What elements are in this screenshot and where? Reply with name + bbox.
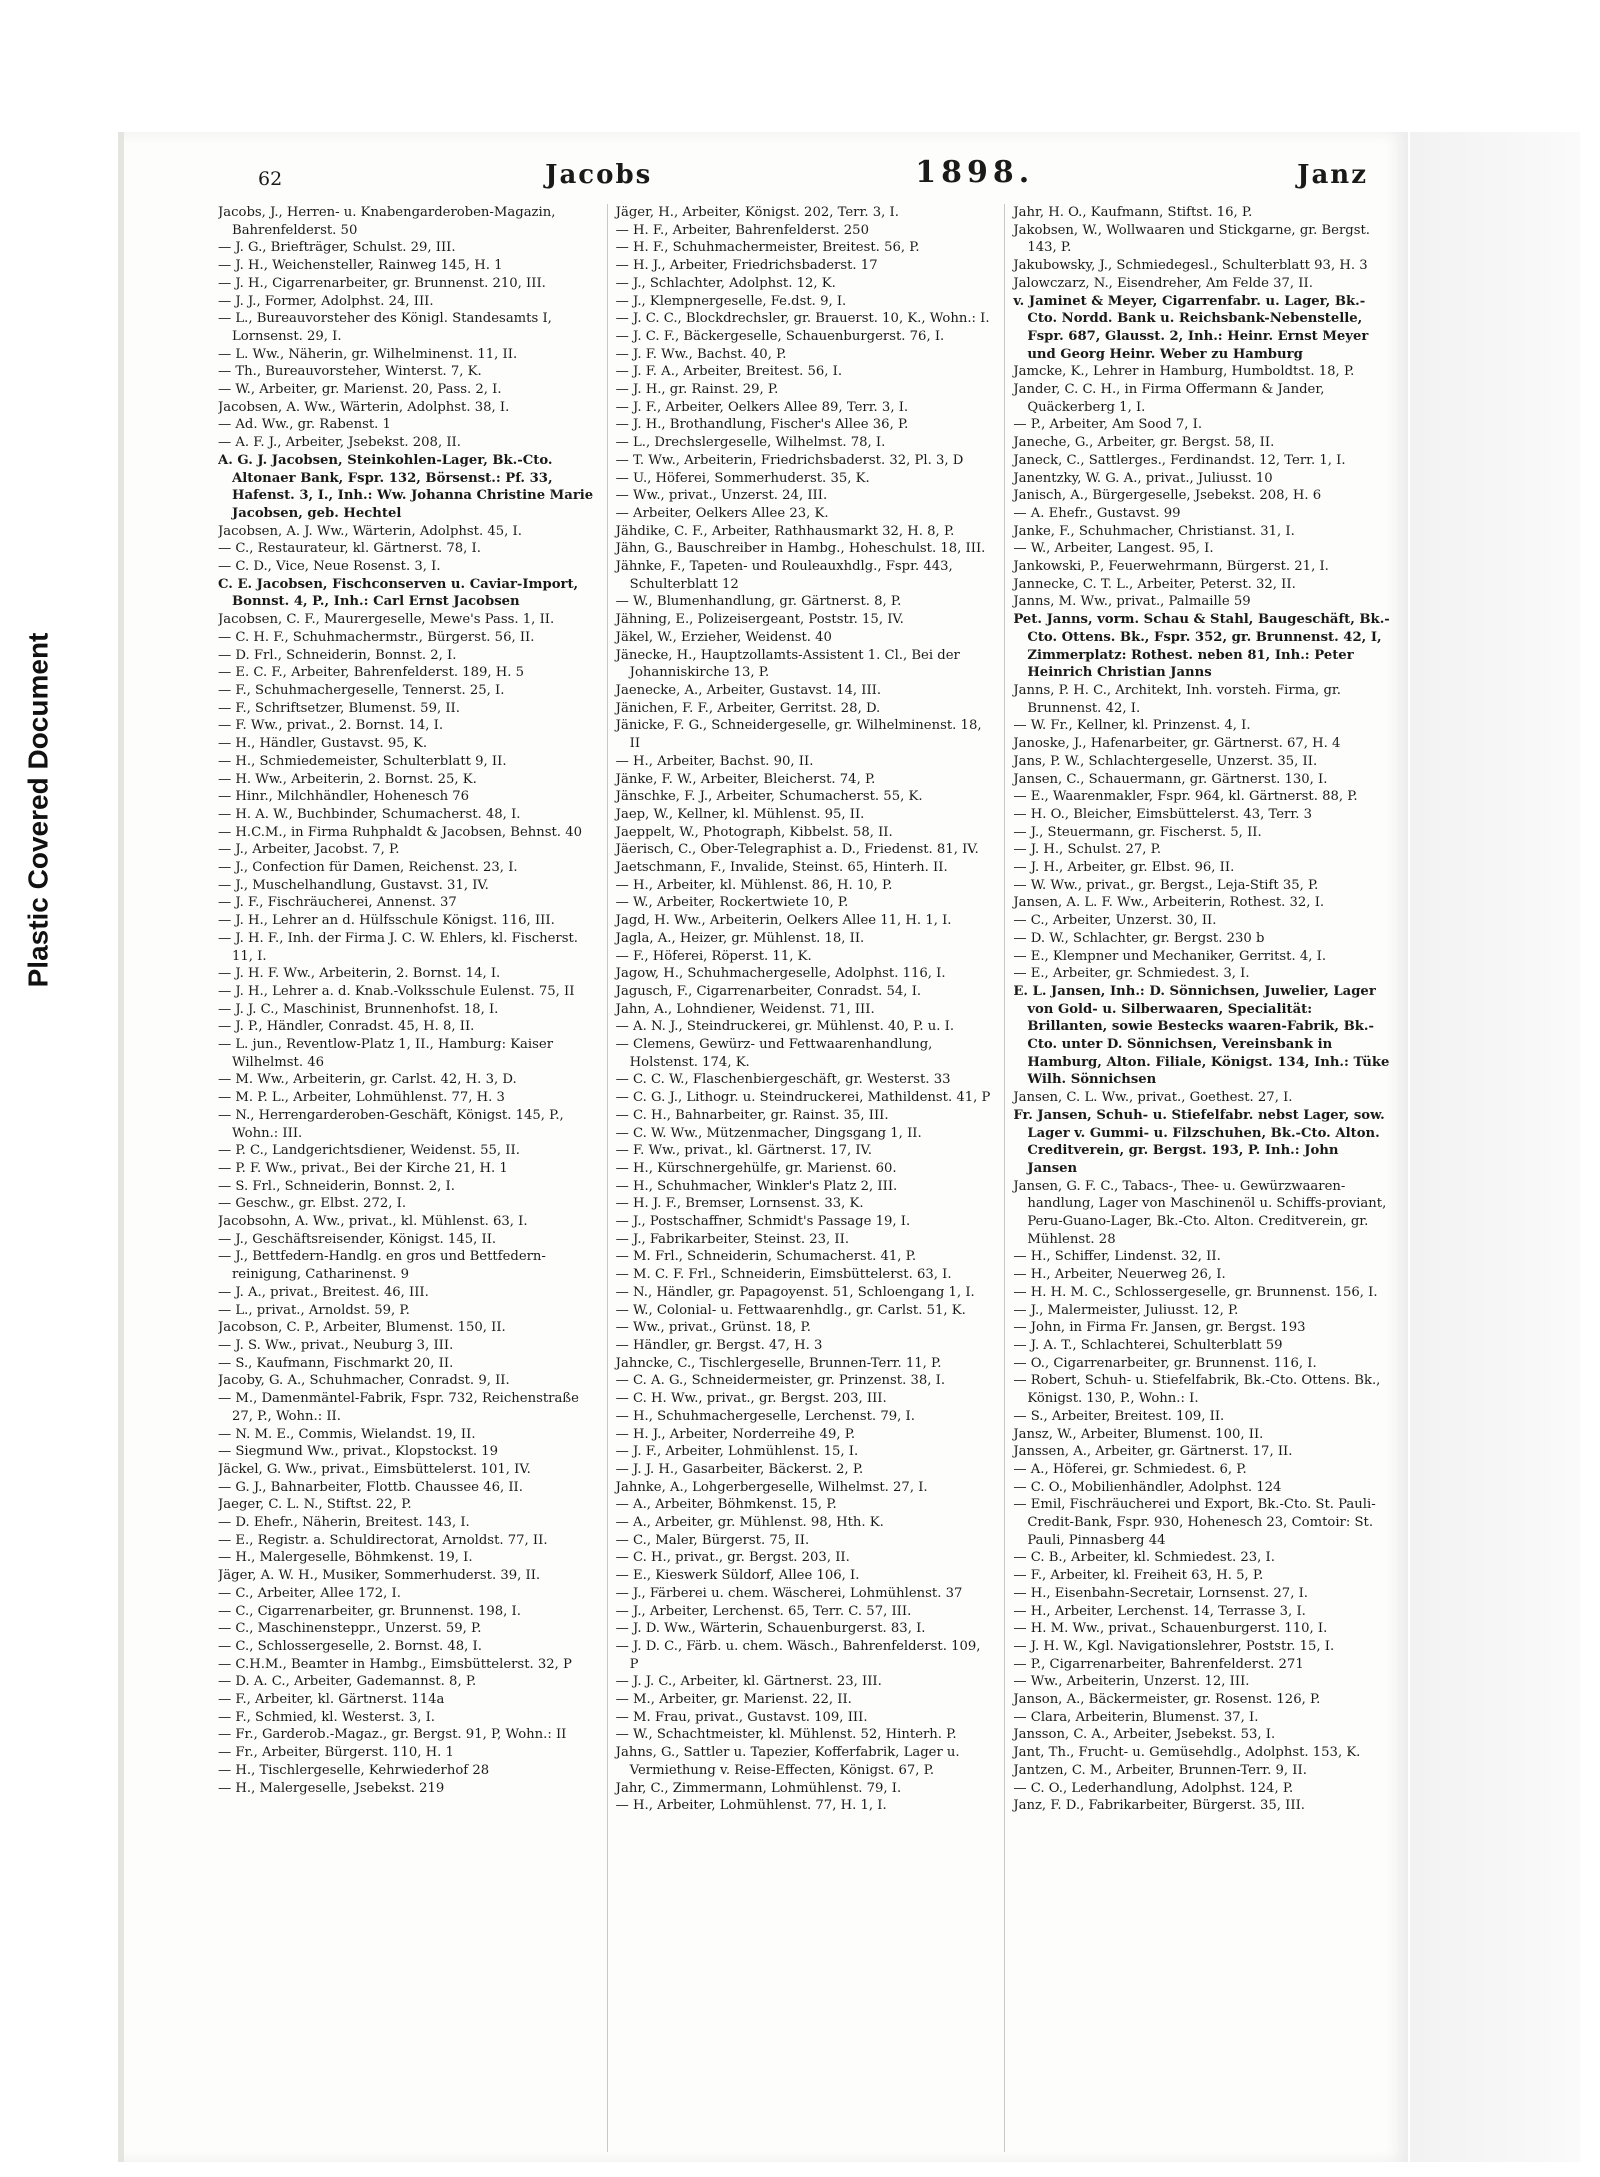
directory-entry: — D. Frl., Schneiderin, Bonnst. 2, I. [218, 647, 457, 663]
directory-entry: — C. C. W., Flaschenbiergeschäft, gr. Westerst. 33 [615, 1072, 951, 1088]
directory-entry: Jänicke, F. G., Schneidergeselle, gr. Wilhelminenst. 18, II [615, 718, 982, 752]
directory-entry: — J. C. C., Blockdrechsler, gr. Brauerst. 10, K., Wohn.: I. [615, 311, 990, 327]
directory-entry: — H., Eisenbahn-Secretair, Lornsenst. 27, I. [1013, 1585, 1308, 1601]
directory-entry: — L., privat., Arnoldst. 59, P. [218, 1302, 410, 1318]
directory-entry: — M. Frau, privat., Gustavst. 109, III. [615, 1709, 868, 1725]
directory-entry: — Fr., Garderob.-Magaz., gr. Bergst. 91, P, Wohn.: II [218, 1727, 567, 1743]
directory-entry: — J. F. A., Arbeiter, Breitest. 56, I. [615, 364, 843, 380]
column-middle [607, 204, 993, 2152]
directory-entry: — J., Confection für Damen, Reichenst. 23, I. [218, 860, 518, 876]
directory-entry: — C., Maschinensteppr., Unzerst. 59, P. [218, 1621, 482, 1637]
directory-entry: — E., Klempner und Mechaniker, Gerritst. 4, I. [1013, 948, 1327, 964]
directory-entry: Jänke, F. W., Arbeiter, Bleicherst. 74, P. [615, 771, 876, 787]
directory-entry: — J. H. F., Inh. der Firma J. C. W. Ehlers, kl. Fischerst. 11, I. [218, 930, 578, 964]
directory-entry: — H. Ww., Arbeiterin, 2. Bornst. 25, K. [218, 771, 477, 787]
directory-entry: — N., Händler, gr. Papagoyenst. 51, Schloengang 1, I. [615, 1284, 975, 1300]
directory-entry: — L. jun., Reventlow-Platz 1, II., Hamburg: Kaiser Wilhelmst. 46 [218, 1037, 554, 1070]
directory-entry: Jansen, C. L. Ww., privat., Goethest. 27, I. [1013, 1090, 1293, 1106]
directory-entry: — Ww., Arbeiterin, Unzerst. 12, III. [1013, 1674, 1250, 1690]
directory-entry: — F., Arbeiter, kl. Freiheit 63, H. 5, P. [1013, 1568, 1264, 1584]
directory-entry: Jannecke, C. T. L., Arbeiter, Peterst. 32, II. [1013, 576, 1296, 592]
directory-entry: — J., Klempnergeselle, Fe.dst. 9, I. [615, 293, 847, 309]
directory-entry: Jahr, C., Zimmermann, Lohmühlenst. 79, I. [615, 1780, 902, 1796]
directory-entry: — C. H. Ww., privat., gr. Bergst. 203, III. [615, 1391, 887, 1407]
directory-entry: C. E. Jacobsen, Fischconserven u. Caviar-Import, Bonnst. 4, P., Inh.: Carl Ernst Jacobsen [218, 576, 579, 610]
directory-entry: — S., Arbeiter, Breitest. 109, II. [1013, 1408, 1225, 1424]
directory-entry: Jaenecke, A., Arbeiter, Gustavst. 14, III. [615, 682, 882, 698]
directory-entry: — H., Schmiedemeister, Schulterblatt 9, II. [218, 753, 507, 769]
directory-entry: — J. J. C., Maschinist, Brunnenhofst. 18, I. [218, 1001, 499, 1017]
directory-entry: — A. N. J., Steindruckerei, gr. Mühlenst. 40, P. u. I. [615, 1019, 955, 1035]
directory-entry: — L., Drechslergeselle, Wilhelmst. 78, I. [615, 435, 886, 451]
directory-entry: — Ww., privat., Grünst. 18, P. [615, 1320, 811, 1336]
directory-entry: — Arbeiter, Oelkers Allee 23, K. [615, 505, 829, 521]
directory-entry: — H., Schuhmachergeselle, Lerchenst. 79, I. [615, 1408, 915, 1424]
directory-entry: — M. Frl., Schneiderin, Schumacherst. 41, P. [615, 1249, 917, 1265]
directory-entry: — C. B., Arbeiter, kl. Schmiedest. 23, I. [1013, 1550, 1275, 1566]
directory-entry: — J. F., Arbeiter, Oelkers Allee 89, Terr. 3, I. [615, 399, 909, 415]
directory-entry: — J. H. F. Ww., Arbeiterin, 2. Bornst. 14, I. [218, 966, 501, 982]
directory-entry: A. G. J. Jacobsen, Steinkohlen-Lager, Bk.-Cto. Altonaer Bank, Fspr. 132, Börsenst.: Pf. 33, Hafenst. 3, I., Inh.: Ww. Johanna Christine Marie Jacobsen, geb. Hechtel [218, 452, 594, 521]
directory-entry: Pet. Janns, vorm. Schau & Stahl, Baugeschäft, Bk.-Cto. Ottens. Bk., Fspr. 352, gr. Brunnenst. 42, I, Zimmerplatz: Rothest. neben 81, Inh.: Peter Heinrich Christian Janns [1013, 612, 1390, 681]
directory-entry: — H., Arbeiter, Neuerweg 26, I. [1013, 1267, 1226, 1283]
directory-entry: — J. H., Lehrer an d. Hülfsschule Königst. 116, III. [218, 913, 555, 929]
directory-entry: — C., Arbeiter, Unzerst. 30, II. [1013, 913, 1217, 929]
directory-entry: — C., Arbeiter, Allee 172, I. [218, 1585, 401, 1601]
directory-entry: — Händler, gr. Bergst. 47, H. 3 [615, 1338, 823, 1353]
directory-entry: — Clemens, Gewürz- und Fettwaarenhandlung, Holstenst. 174, K. [615, 1037, 933, 1070]
directory-entry: — C. H. F., Schuhmachermstr., Bürgerst. 56, II. [218, 629, 535, 645]
directory-entry: — J., Arbeiter, Jacobst. 7, P. [218, 842, 400, 858]
directory-entry: — W., Arbeiter, Langest. 95, I. [1013, 541, 1214, 557]
directory-entry: — C., Cigarrenarbeiter, gr. Brunnenst. 198, I. [218, 1603, 521, 1619]
directory-entry: — W., Colonial- u. Fettwaarenhdlg., gr. Carlst. 51, K. [615, 1302, 966, 1318]
directory-entry: Jansen, C., Schauermann, gr. Gärtnerst. 130, I. [1013, 771, 1328, 787]
directory-entry: — M., Damenmäntel-Fabrik, Fspr. 732, Reichenstraße 27, P., Wohn.: II. [218, 1391, 579, 1424]
directory-entry: Jaetschmann, F., Invalide, Steinst. 65, Hinterh. II. [615, 860, 948, 876]
directory-entry: — W. Ww., privat., gr. Bergst., Leja-Stift 35, P. [1013, 877, 1319, 893]
directory-entry: Jacobson, C. P., Arbeiter, Blumenst. 150, II. [218, 1320, 506, 1336]
directory-entry: — M. Ww., Arbeiterin, gr. Carlst. 42, H. 3, D. [218, 1072, 517, 1088]
directory-entry: Jansson, C. A., Arbeiter, Jsebekst. 53, I. [1013, 1727, 1276, 1743]
directory-entry: — L., Bureauvorsteher des Königl. Standesamts I, Lornsenst. 29, I. [218, 311, 552, 344]
directory-entry: Janoske, J., Hafenarbeiter, gr. Gärtnerst. 67, H. 4 [1013, 736, 1341, 752]
directory-entry: — L. Ww., Näherin, gr. Wilhelminenst. 11, II. [218, 346, 518, 362]
directory-entry: Jäckel, G. Ww., privat., Eimsbüttelerst. 101, IV. [218, 1461, 531, 1477]
scanned-page [118, 132, 1408, 2162]
directory-entry: — J., Muschelhandlung, Gustavst. 31, IV. [218, 877, 489, 893]
directory-entry: — H., Malergeselle, Jsebekst. 219 [218, 1780, 445, 1796]
directory-entry: — H. M. Ww., privat., Schauenburgerst. 110, I. [1013, 1621, 1328, 1637]
directory-entry: — H.C.M., in Firma Ruhphaldt & Jacobsen, Behnst. 40 [218, 824, 582, 840]
directory-entry: — J., Bettfedern-Handlg. en gros und Bettfedern-reinigung, Catharinenst. 9 [218, 1249, 546, 1283]
directory-entry: — J. H., Lehrer a. d. Knab.-Volksschule Eulenst. 75, II [218, 983, 575, 999]
directory-entry: Jähning, E., Polizeisergeant, Poststr. 15, IV. [615, 612, 904, 628]
directory-entry: Jähdike, C. F., Arbeiter, Rathhausmarkt 32, H. 8, P. [615, 523, 955, 539]
directory-entry: — N., Herrengarderoben-Geschäft, Königst. 145, P., Wohn.: III. [218, 1107, 564, 1141]
directory-entry: Jagow, H., Schuhmachergeselle, Adolphst. 116, I. [615, 966, 946, 982]
directory-entry: — Siegmund Ww., privat., Klopstockst. 19 [218, 1444, 499, 1460]
directory-entry: — W., Schachtmeister, kl. Mühlenst. 52, Hinterh. P. [615, 1727, 957, 1743]
directory-entry: Janke, F., Schuhmacher, Christianst. 31, I. [1013, 523, 1295, 539]
directory-entry: — H. J., Arbeiter, Norderreihe 49, P. [615, 1426, 856, 1442]
directory-entry: — A., Höferei, gr. Schmiedest. 6, P. [1013, 1461, 1247, 1477]
directory-entry: Janssen, A., Arbeiter, gr. Gärtnerst. 17, II. [1013, 1444, 1293, 1460]
directory-entry: — M., Arbeiter, gr. Marienst. 22, II. [615, 1692, 852, 1708]
directory-entry: — P. C., Landgerichtsdiener, Weidenst. 55, II. [218, 1143, 520, 1159]
directory-entry: — A., Arbeiter, Böhmkenst. 15, P. [615, 1497, 837, 1513]
directory-entry: — J. H., Schulst. 27, P. [1013, 842, 1162, 858]
directory-entry: — J., Postschaffner, Schmidt's Passage 19, I. [615, 1214, 911, 1230]
directory-entry: — J. H., Weichensteller, Rainweg 145, H. 1 [218, 258, 503, 274]
directory-entry: — S. Frl., Schneiderin, Bonnst. 2, I. [218, 1178, 455, 1194]
directory-entry: — H. H. M. C., Schlossergeselle, gr. Brunnenst. 156, I. [1013, 1284, 1378, 1300]
directory-entry: — A. Ehefr., Gustavst. 99 [1013, 505, 1181, 521]
directory-entry: — J., Schlachter, Adolphst. 12, K. [615, 275, 836, 291]
directory-entry: — H., Tischlergeselle, Kehrwiederhof 28 [218, 1762, 490, 1778]
directory-entry: — C. O., Mobilienhändler, Adolphst. 124 [1013, 1479, 1282, 1495]
directory-entry: — U., Höferei, Sommerhuderst. 35, K. [615, 470, 870, 486]
directory-entry: Jankowski, P., Feuerwehrmann, Bürgerst. 21, I. [1013, 559, 1329, 575]
directory-entry: — H., Arbeiter, kl. Mühlenst. 86, H. 10, P. [615, 877, 893, 893]
directory-entry: Jänecke, H., Hauptzollamts-Assistent 1. Cl., Bei der Johanniskirche 13, P. [615, 647, 960, 681]
directory-entry: Jähn, G., Bauschreiber in Hambg., Hoheschulst. 18, III. [615, 541, 986, 557]
directory-entry: — C. O., Lederhandlung, Adolphst. 124, P. [1013, 1780, 1294, 1796]
directory-entry: — F., Höferei, Röperst. 11, K. [615, 948, 812, 964]
directory-entry: — Hinr., Milchhändler, Hohenesch 76 [218, 789, 470, 805]
directory-entry: Janson, A., Bäckermeister, gr. Rosenst. 126, P. [1013, 1692, 1321, 1708]
directory-entry: Jakubowsky, J., Schmiedegesl., Schulterblatt 93, H. 3 [1013, 258, 1368, 274]
directory-entry: Jäger, H., Arbeiter, Königst. 202, Terr. 3, I. [615, 205, 899, 220]
directory-entry: — C.H.M., Beamter in Hambg., Eimsbüttelerst. 32, P [218, 1656, 572, 1672]
directory-entry: — J., Färberei u. chem. Wäscherei, Lohmühlenst. 37 [615, 1585, 963, 1601]
directory-entry: — H., Kürschnergehülfe, gr. Marienst. 60. [615, 1160, 897, 1176]
directory-entry: — M. C. F. Frl., Schneiderin, Eimsbüttelerst. 63, I. [615, 1267, 952, 1283]
directory-entry: Jaeppelt, W., Photograph, Kibbelst. 58, II. [615, 824, 893, 840]
directory-entry: — J. G., Briefträger, Schulst. 29, III. [218, 240, 456, 256]
directory-entry: — A. F. J., Arbeiter, Jsebekst. 208, II. [218, 435, 461, 451]
directory-entry: — H., Schiffer, Lindenst. 32, II. [1013, 1249, 1221, 1265]
directory-entry: — C. A. G., Schneidermeister, gr. Prinzenst. 38, I. [615, 1373, 946, 1389]
directory-entry: — J., Malermeister, Juliusst. 12, P. [1013, 1302, 1239, 1318]
directory-entry: Jahr, H. O., Kaufmann, Stiftst. 16, P. [1013, 205, 1253, 220]
directory-entry: Jähnke, F., Tapeten- und Rouleauxhdlg., Fspr. 443, Schulterblatt 12 [615, 559, 953, 592]
directory-entry: — D. A. C., Arbeiter, Gademannst. 8, P. [218, 1674, 477, 1690]
directory-entry: — C. H., privat., gr. Bergst. 203, II. [615, 1550, 850, 1566]
directory-entry: — Th., Bureauvorsteher, Winterst. 7, K. [218, 364, 482, 380]
directory-entry: — J. A. T., Schlachterei, Schulterblatt 59 [1013, 1338, 1283, 1353]
directory-entry: — J. F. Ww., Bachst. 40, P. [615, 346, 787, 362]
directory-entry: — T. Ww., Arbeiterin, Friedrichsbaderst. 32, Pl. 3, D [615, 452, 964, 468]
directory-entry: — C. H., Bahnarbeiter, gr. Rainst. 35, III. [615, 1107, 889, 1123]
directory-entry: Jahncke, C., Tischlergeselle, Brunnen-Terr. 11, P. [615, 1355, 942, 1371]
directory-entry: — E., Waarenmakler, Fspr. 964, kl. Gärtnerst. 88, P. [1013, 789, 1358, 805]
directory-entry: — E. C. F., Arbeiter, Bahrenfelderst. 189, H. 5 [218, 665, 525, 681]
directory-entry: — E., Registr. a. Schuldirectorat, Arnoldst. 77, II. [218, 1532, 548, 1548]
directory-entry: — J. H., Arbeiter, gr. Elbst. 96, II. [1013, 860, 1235, 876]
directory-entry: — E., Kieswerk Süldorf, Allee 106, I. [615, 1568, 860, 1584]
directory-entry: Jahnke, A., Lohgerbergeselle, Wilhelmst. 27, I. [615, 1479, 928, 1495]
directory-entry: — Ad. Ww., gr. Rabenst. 1 [218, 417, 391, 433]
directory-entry: Jäerisch, C., Ober-Telegraphist a. D., Friedenst. 81, IV. [615, 842, 979, 858]
page-number: 62 [258, 168, 283, 190]
year-heading: 1898. [915, 155, 1035, 190]
directory-entry: — John, in Firma Fr. Jansen, gr. Bergst. 193 [1013, 1320, 1306, 1336]
directory-entry: Jacobsen, A. Ww., Wärterin, Adolphst. 38, I. [218, 399, 510, 415]
directory-entry: Jansz, W., Arbeiter, Blumenst. 100, II. [1013, 1426, 1264, 1442]
directory-entry: — Ww., privat., Unzerst. 24, III. [615, 488, 828, 504]
directory-entry: — A., Arbeiter, gr. Mühlenst. 98, Hth. K. [615, 1515, 884, 1531]
directory-entry: — J. S. Ww., privat., Neuburg 3, III. [218, 1338, 454, 1353]
directory-entry: — Emil, Fischräucherei und Export, Bk.-Cto. St. Pauli-Credit-Bank, Fspr. 930, Hohenesch 23, Comtoir: St. Pauli, Pinnasberg 44 [1013, 1497, 1376, 1548]
directory-entry: — J. H., Cigarrenarbeiter, gr. Brunnenst. 210, III. [218, 275, 546, 291]
directory-entry: — H. O., Bleicher, Eimsbüttelerst. 43, Terr. 3 [1013, 806, 1312, 822]
left-catchword: Jacobs [545, 160, 653, 190]
directory-entry: Janeck, C., Sattlerges., Ferdinandst. 12, Terr. 1, I. [1013, 452, 1346, 468]
directory-entry: — F., Schuhmachergeselle, Tennerst. 25, I. [218, 682, 505, 698]
directory-entry: — D. Ehefr., Näherin, Breitest. 143, I. [218, 1515, 470, 1531]
side-label [18, 530, 58, 1090]
directory-entry: — J., Steuermann, gr. Fischerst. 5, II. [1013, 824, 1262, 840]
directory-entry: — H. J., Arbeiter, Friedrichsbaderst. 17 [615, 258, 878, 274]
directory-entry: Janns, M. Ww., privat., Palmaille 59 [1013, 594, 1251, 610]
directory-entry: Jahns, G., Sattler u. Tapezier, Kofferfabrik, Lager u. Vermiethung v. Reise-Effecten, Königst. 67, P. [615, 1745, 960, 1778]
directory-entry: Jacobsen, C. F., Maurergeselle, Mewe's Pass. 1, II. [218, 612, 555, 628]
directory-entry: Jacobs, J., Herren- u. Knabengarderoben-Magazin, Bahrenfelderst. 50 [218, 205, 556, 238]
directory-entry: — H., Händler, Gustavst. 95, K. [218, 736, 428, 752]
directory-entry: — F., Schriftsetzer, Blumenst. 59, II. [218, 700, 460, 716]
directory-entry: Janz, F. D., Fabrikarbeiter, Bürgerst. 35, III. [1013, 1798, 1305, 1814]
directory-entry: — D. W., Schlachter, gr. Bergst. 230 b [1013, 930, 1265, 946]
directory-entry: — H., Arbeiter, Lerchenst. 14, Terrasse 3, I. [1013, 1603, 1306, 1619]
directory-entry: — H. A. W., Buchbinder, Schumacherst. 48, I. [218, 806, 521, 822]
directory-entry: — N. M. E., Commis, Wielandst. 19, II. [218, 1426, 476, 1442]
directory-entry: Jander, C. C. H., in Firma Offermann & Jander, Quäckerberg 1, I. [1013, 382, 1325, 415]
directory-entry: — J. J., Former, Adolphst. 24, III. [218, 293, 434, 309]
directory-entry: Jaep, W., Kellner, kl. Mühlenst. 95, II. [615, 806, 865, 822]
directory-entry: — C., Schlossergeselle, 2. Bornst. 48, I. [218, 1638, 482, 1654]
directory-entry: Jagd, H. Ww., Arbeiterin, Oelkers Allee 11, H. 1, I. [615, 913, 952, 929]
directory-entry: — J. J. H., Gasarbeiter, Bäckerst. 2, P. [615, 1461, 864, 1477]
directory-entry: — H. J. F., Bremser, Lornsenst. 33, K. [615, 1196, 864, 1212]
directory-entry: — E., Arbeiter, gr. Schmiedest. 3, I. [1013, 966, 1250, 982]
directory-entry: — J. P., Händler, Conradst. 45, H. 8, II. [218, 1019, 475, 1035]
directory-entry: Janisch, A., Bürgergeselle, Jsebekst. 208, H. 6 [1013, 488, 1322, 504]
directory-entry: E. L. Jansen, Inh.: D. Sönnichsen, Juwelier, Lager von Gold- u. Silberwaaren, Specialität: Brillanten, sowie Bestecks waaren-Fabrik, Bk.-Cto. unter D. Sönnichsen, Vereinsbank in Hamburg, Alton. Filiale, Königst. 134, Inh.: Tüke Wilh. Sönnichsen [1013, 983, 1390, 1088]
directory-entry: — J. H., gr. Rainst. 29, P. [615, 382, 779, 398]
side-label-text: Plastic Covered Document [22, 632, 53, 988]
directory-entry: Jagusch, F., Cigarrenarbeiter, Conradst. 54, I. [615, 983, 922, 999]
directory-entry: — P., Cigarrenarbeiter, Bahrenfelderst. 271 [1013, 1656, 1304, 1672]
directory-entry: — W., Arbeiter, gr. Marienst. 20, Pass. 2, I. [218, 382, 502, 398]
directory-entry: — W., Arbeiter, Rockertwiete 10, P. [615, 895, 849, 911]
scan-gutter [1410, 132, 1580, 2162]
directory-entry: — J. A., privat., Breitest. 46, III. [218, 1284, 429, 1300]
directory-entry: Jans, P. W., Schlachtergeselle, Unzerst. 35, II. [1013, 753, 1318, 769]
directory-entry: — Robert, Schuh- u. Stiefelfabrik, Bk.-Cto. Ottens. Bk., Königst. 130, P., Wohn.: I. [1013, 1373, 1381, 1407]
directory-entry: Jaeger, C. L. N., Stiftst. 22, P. [218, 1497, 412, 1513]
directory-entry: — H., Arbeiter, Bachst. 90, II. [615, 753, 814, 769]
directory-entry: Jacobsen, A. J. Ww., Wärterin, Adolphst. 45, I. [218, 523, 522, 539]
directory-entry: — O., Cigarrenarbeiter, gr. Brunnenst. 116, I. [1013, 1355, 1317, 1371]
directory-entry: — J., Fabrikarbeiter, Steinst. 23, II. [615, 1231, 850, 1247]
directory-entry: — H. F., Schuhmachermeister, Breitest. 56, P. [615, 240, 920, 256]
right-catchword: Janz [1297, 160, 1368, 190]
directory-entry: Jacobsohn, A. Ww., privat., kl. Mühlenst. 63, I. [218, 1214, 528, 1230]
directory-entry: — H., Malergeselle, Böhmkenst. 19, I. [218, 1550, 473, 1566]
directory-entry: Janns, P. H. C., Architekt, Inh. vorsteh. Firma, gr. Brunnenst. 42, I. [1013, 682, 1341, 716]
directory-entry: — C. D., Vice, Neue Rosenst. 3, I. [218, 559, 441, 575]
directory-entry: — J. H. W., Kgl. Navigationslehrer, Poststr. 15, I. [1013, 1638, 1335, 1654]
directory-entry: Jahn, A., Lohndiener, Weidenst. 71, III. [615, 1001, 875, 1017]
directory-entry: Jansen, A. L. F. Ww., Arbeiterin, Rothest. 32, I. [1013, 895, 1325, 911]
running-header [258, 142, 1368, 190]
directory-entry: Jänschke, F. J., Arbeiter, Schumacherst. 55, K. [615, 789, 923, 805]
directory-entry: — C. W. Ww., Mützenmacher, Dingsgang 1, II. [615, 1125, 922, 1141]
directory-entry: — F., Arbeiter, kl. Gärtnerst. 114a [218, 1692, 445, 1708]
directory-entry: Jamcke, K., Lehrer in Hamburg, Humboldtst. 18, P. [1013, 364, 1355, 380]
directory-entry: — Clara, Arbeiterin, Blumenst. 37, I. [1013, 1709, 1259, 1725]
directory-entry: — C. G. J., Lithogr. u. Steindruckerei, Mathildenst. 41, P [615, 1090, 991, 1106]
directory-entry: — J., Geschäftsreisender, Königst. 145, II. [218, 1231, 497, 1247]
directory-entry: — Fr., Arbeiter, Bürgerst. 110, H. 1 [218, 1745, 454, 1761]
directory-entry: — C., Restaurateur, kl. Gärtnerst. 78, I. [218, 541, 481, 557]
directory-entry: Janentzky, W. G. A., privat., Juliusst. 10 [1013, 470, 1273, 486]
directory-columns [218, 204, 1390, 2152]
directory-entry: Jantzen, C. M., Arbeiter, Brunnen-Terr. 9, II. [1013, 1762, 1307, 1778]
directory-entry: Fr. Jansen, Schuh- u. Stiefelfabr. nebst Lager, sow. Lager v. Gummi- u. Filzschuhen, Bk.-Cto. Alton. Creditverein, gr. Bergst. 193, P. Inh.: John Jansen [1013, 1107, 1385, 1176]
directory-entry: — H., Arbeiter, Lohmühlenst. 77, H. 1, I. [615, 1798, 887, 1814]
directory-entry: — J. D. Ww., Wärterin, Schauenburgerst. 83, I. [615, 1621, 926, 1637]
directory-entry: — J. H., Brothandlung, Fischer's Allee 36, P. [615, 417, 909, 433]
directory-entry: — S., Kaufmann, Fischmarkt 20, II. [218, 1355, 454, 1371]
directory-entry: Jalowczarz, N., Eisendreher, Am Felde 37, II. [1013, 275, 1313, 291]
directory-entry: Jänichen, F. F., Arbeiter, Gerritst. 28, D. [615, 700, 881, 716]
directory-entry: — C., Maler, Bürgerst. 75, II. [615, 1532, 810, 1548]
directory-entry: Jant, Th., Frucht- u. Gemüsehdlg., Adolphst. 153, K. [1013, 1745, 1361, 1761]
directory-entry: v. Jaminet & Meyer, Cigarrenfabr. u. Lager, Bk.-Cto. Nordd. Bank u. Reichsbank-Nebenstelle, Fspr. 687, Glausst. 2, Inh.: Heinr. Ernst Meyer und Georg Heinr. Weber zu Hamburg [1013, 293, 1369, 362]
directory-entry: — P. F. Ww., privat., Bei der Kirche 21, H. 1 [218, 1160, 508, 1176]
directory-entry: — J. F., Fischräucherei, Annenst. 37 [218, 895, 457, 911]
directory-entry: — W. Fr., Kellner, kl. Prinzenst. 4, I. [1013, 718, 1251, 734]
directory-entry: — J. D. C., Färb. u. chem. Wäsch., Bahrenfelderst. 109, P [615, 1638, 981, 1672]
directory-entry: Jansen, G. F. C., Tabacs-, Thee- u. Gewürzwaaren-handlung, Lager von Maschinenöl u. Schiffs-proviant, Peru-Guano-Lager, Bk.-Cto. Alton. Creditverein, gr. Mühlenst. 28 [1013, 1178, 1387, 1247]
directory-entry: — P., Arbeiter, Am Sood 7, I. [1013, 417, 1203, 433]
column-right [1004, 204, 1390, 2152]
directory-entry: — J. J. C., Arbeiter, kl. Gärtnerst. 23, III. [615, 1674, 882, 1690]
directory-entry: Jäkel, W., Erzieher, Weidenst. 40 [615, 629, 832, 645]
directory-entry: — F. Ww., privat., kl. Gärtnerst. 17, IV. [615, 1143, 872, 1159]
directory-entry: — H., Schuhmacher, Winkler's Platz 2, III. [615, 1178, 898, 1194]
directory-entry: — G. J., Bahnarbeiter, Flottb. Chaussee 46, II. [218, 1479, 523, 1495]
directory-entry: — W., Blumenhandlung, gr. Gärtnerst. 8, P. [615, 594, 902, 610]
directory-entry: — J. C. F., Bäckergeselle, Schauenburgerst. 76, I. [615, 328, 945, 344]
directory-entry: — H. F., Arbeiter, Bahrenfelderst. 250 [615, 222, 869, 238]
directory-entry: — J. F., Arbeiter, Lohmühlenst. 15, I. [615, 1444, 859, 1460]
directory-entry: Jagla, A., Heizer, gr. Mühlenst. 18, II. [615, 930, 865, 946]
directory-entry: Janeche, G., Arbeiter, gr. Bergst. 58, II. [1013, 435, 1275, 451]
directory-entry: Jacoby, G. A., Schuhmacher, Conradst. 9, II. [218, 1373, 510, 1389]
directory-entry: Jakobsen, W., Wollwaaren und Stickgarne, gr. Bergst. 143, P. [1013, 222, 1370, 256]
directory-entry: — Geschw., gr. Elbst. 272, I. [218, 1196, 407, 1212]
directory-entry: — F. Ww., privat., 2. Bornst. 14, I. [218, 718, 444, 734]
directory-entry: — M. P. L., Arbeiter, Lohmühlenst. 77, H. 3 [218, 1090, 505, 1106]
directory-entry: — J., Arbeiter, Lerchenst. 65, Terr. C. 57, III. [615, 1603, 912, 1619]
directory-entry: Jäger, A. W. H., Musiker, Sommerhuderst. 39, II. [218, 1568, 541, 1584]
column-left [218, 204, 595, 2152]
directory-entry: — F., Schmied, kl. Westerst. 3, I. [218, 1709, 435, 1725]
